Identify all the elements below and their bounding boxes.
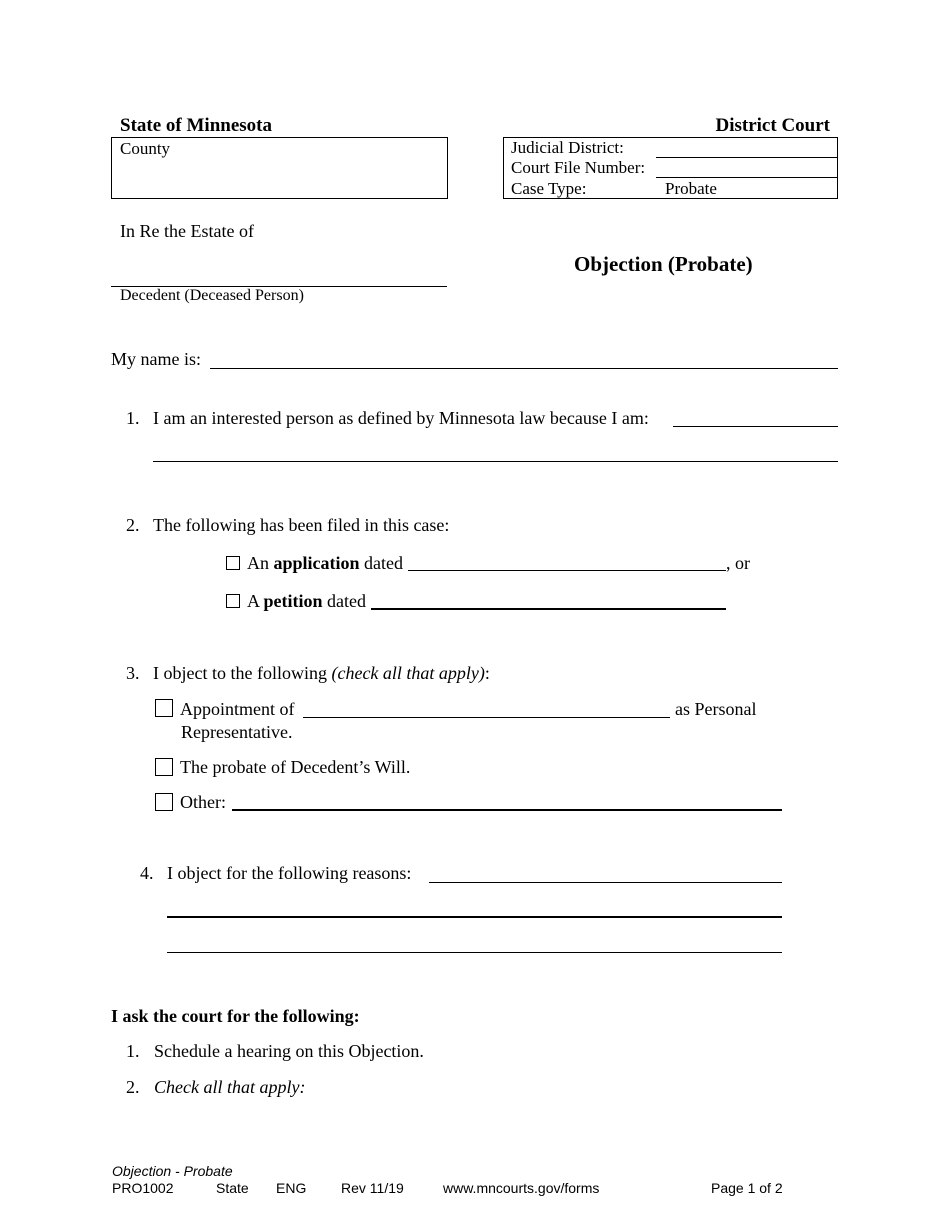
footer-form-name: Objection - Probate xyxy=(112,1163,233,1179)
other-checkbox[interactable] xyxy=(155,793,173,811)
footer-language: ENG xyxy=(276,1180,307,1196)
application-date-field[interactable] xyxy=(408,570,726,571)
appointment-trailing: as Personal xyxy=(675,699,757,719)
appointment-name-field[interactable] xyxy=(303,717,670,718)
decedent-label: Decedent (Deceased Person) xyxy=(120,287,304,304)
case-type-label: Case Type: xyxy=(511,179,587,198)
item4-number: 4. xyxy=(140,863,154,883)
footer-page: Page 1 of 2 xyxy=(711,1180,783,1196)
judicial-district-field[interactable] xyxy=(656,157,838,158)
will-probate-label: The probate of Decedent’s Will. xyxy=(180,757,411,777)
reasons-field-line3[interactable] xyxy=(167,952,782,953)
court-file-number-label: Court File Number: xyxy=(511,158,646,177)
footer-url[interactable]: www.mncourts.gov/forms xyxy=(443,1180,600,1196)
state-name: State of Minnesota xyxy=(120,115,272,136)
reasons-field[interactable] xyxy=(429,882,782,883)
footer-jurisdiction: State xyxy=(216,1180,249,1196)
item2-text: The following has been filed in this case: xyxy=(153,515,450,535)
interested-person-field[interactable] xyxy=(673,426,838,427)
requests-heading: I ask the court for the following: xyxy=(111,1006,360,1026)
court-file-number-field[interactable] xyxy=(656,177,838,178)
case-info-box xyxy=(503,137,838,199)
request1-number: 1. xyxy=(126,1041,140,1061)
application-or: , or xyxy=(726,553,750,573)
form-title: Objection (Probate) xyxy=(574,252,753,276)
item3-number: 3. xyxy=(126,663,140,683)
case-type-value: Probate xyxy=(665,179,717,198)
item2-number: 2. xyxy=(126,515,140,535)
application-checkbox[interactable] xyxy=(226,556,240,570)
application-option: An application dated xyxy=(247,553,404,573)
appointment-label: Appointment of xyxy=(180,699,295,719)
court-name: District Court xyxy=(715,115,830,136)
request2-number: 2. xyxy=(126,1077,140,1097)
in-re-label: In Re the Estate of xyxy=(120,221,254,241)
county-box[interactable] xyxy=(111,137,448,199)
item1-number: 1. xyxy=(126,408,140,428)
petition-date-field[interactable] xyxy=(371,608,726,610)
request2-text: Check all that apply: xyxy=(154,1077,306,1097)
footer-revision: Rev 11/19 xyxy=(341,1180,404,1196)
appointment-checkbox[interactable] xyxy=(155,699,173,717)
appointment-line2: Representative. xyxy=(181,722,293,742)
request1-text: Schedule a hearing on this Objection. xyxy=(154,1041,424,1061)
petition-checkbox[interactable] xyxy=(226,594,240,608)
item3-text: I object to the following (check all that apply): xyxy=(153,663,490,683)
county-label: County xyxy=(120,139,171,158)
will-probate-checkbox[interactable] xyxy=(155,758,173,776)
petition-option: A petition dated xyxy=(247,591,367,611)
judicial-district-label: Judicial District: xyxy=(511,138,624,157)
reasons-field-line2[interactable] xyxy=(167,916,782,918)
other-field[interactable] xyxy=(232,809,782,811)
my-name-field[interactable] xyxy=(210,368,838,369)
item1-text: I am an interested person as defined by Minnesota law because I am: xyxy=(153,408,649,428)
footer-form-code: PRO1002 xyxy=(112,1180,174,1196)
other-label: Other: xyxy=(180,792,226,812)
item4-text: I object for the following reasons: xyxy=(167,863,412,883)
interested-person-field-line2[interactable] xyxy=(153,461,838,462)
my-name-label: My name is: xyxy=(111,349,201,369)
